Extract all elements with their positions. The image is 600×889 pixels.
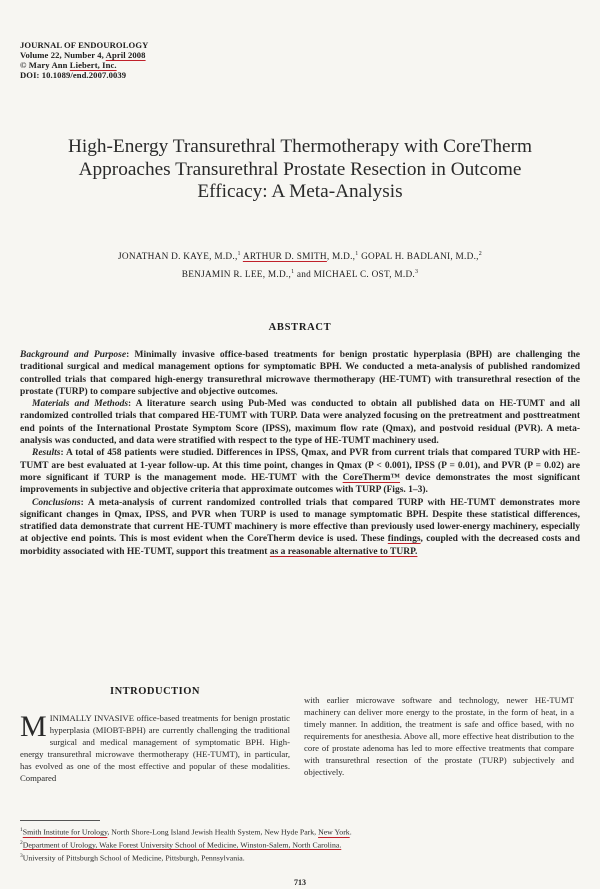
drop-cap: M	[20, 710, 47, 743]
author-line: JONATHAN D. KAYE, M.D.,$^1$ ARTHUR D. SMITH, M.D.,$^1$ GOPAL H. BADLANI, M.D.,$^2$	[117, 251, 482, 263]
journal-name: JOURNAL OF ENDOUROLOGY	[20, 40, 149, 50]
findings-mark: findings	[387, 534, 421, 545]
city-name: New York	[318, 827, 350, 837]
footnote: $^2$Department of Urology, Wake Forest University School of Medicine, Winston-Salem, North Carolina.	[20, 839, 342, 850]
section-label: Conclusions	[32, 497, 81, 508]
intro-right-column: with earlier microwave software and technology, newer HE-TUMT machinery can deliver more energy to the prostate, in the form of heat, in a timely manner. In addition, the treatment is safe and office based, with no requirements for anesthesia. Above all, more effective heat distribution to the core of prostate adenoma has led to more effective treatments that compare with transurethral resection of the prostate (TURP) subjectively and objectively.	[304, 695, 574, 777]
section-label: Materials and Methods	[32, 399, 129, 410]
introduction-heading: INTRODUCTION	[109, 686, 200, 697]
footnote: $^1$Smith Institute for Urology, North Shore-Long Island Jewish Health System, New Hyde Park, New York.	[20, 827, 352, 837]
journal-volume: Volume 22, Number 4, April 2008	[20, 50, 146, 60]
abstract-results: Results: A total of 458 patients were studied. Differences in IPSS, Qmax, and PVR from current trials that compared TURP with HE-TUMT are best evaluated at 1-year follow-up. At this time point, changes in Qmax (P < 0.001), IPSS (P = 0.01), and PVR (P = 0.02) are more significant if TURP is the management mode. HE-TUMT with the CoreTherm™ device demonstrates the most significant improvements in subjective and objective criteria that approximate outcomes with TURP (Figs. 1–3).	[20, 448, 580, 496]
journal-doi: DOI: 10.1089/end.2007.0039	[20, 70, 127, 80]
journal-date: April 2008	[105, 50, 146, 60]
abstract-heading: ABSTRACT	[268, 322, 332, 333]
coretherm-mark: CoreTherm™	[342, 472, 401, 483]
institute-name: Smith Institute for Urology	[22, 827, 108, 837]
article-title	[20, 136, 580, 204]
intro-left-column: MINIMALLY INVASIVE office-based treatments for benign prostatic hyperplasia (MIOBT-BPH) are currently challenging the traditional surgical and medical management of symptomatic BPH. High-energy transurethral microwave thermotherapy (HE-TUMT), in particular, has evolved as one of the most effective and popular of these modalities. Compared	[20, 710, 290, 783]
author-name: MICHAEL C. OST, M.D.	[313, 269, 415, 280]
abstract-background: Background and Purpose: Minimally invasive office-based treatments for benign prostatic hyperplasia (BPH) are challenging the traditional surgical and medical management options for symptomatic BPH. We conducted a meta-analysis of published randomized controlled trials that compared high-energy transurethral microwave thermotherapy (HE-TUMT) with transurethral resection of the prostate (TURP) to compare subjective and objective outcomes.	[20, 350, 580, 397]
title-line: Efficacy: A Meta-Analysis	[197, 181, 403, 202]
footnote: $^3$University of Pittsburgh School of Medicine, Pittsburgh, Pennsylvania.	[20, 852, 245, 863]
section-label: Background and Purpose	[20, 350, 127, 360]
author-line: BENJAMIN R. LEE, M.D.,$^1$ and MICHAEL C. OST, M.D.$^3$	[181, 268, 419, 280]
title-line: Approaches Transurethral Prostate Resection in Outcome	[78, 158, 522, 180]
footnote-divider	[20, 820, 100, 821]
journal-copyright: © Mary Ann Liebert, Inc.	[20, 60, 117, 70]
abstract-conclusions: Conclusions: A meta-analysis of current randomized controlled trials that compared TURP with HE-TUMT demonstrates more significant changes in Qmax, IPSS, and PVR when TURP is used to manage symptomatic BPH. Despite these statistical differences, stratified data demonstrate that current HE-TUMT machinery is more effective than previously used lower-energy machinery, especially at objective end points. This is most evident when the CoreTherm device is used. These findings, coupled with the decreased costs and morbidity associated with HE-TUMT, support this treatment as a reasonable alternative to TURP.	[20, 497, 580, 557]
author-name: ARTHUR D. SMITH	[242, 252, 327, 263]
alternative-mark: as a reasonable alternative to TURP.	[269, 546, 418, 557]
author-name: JONATHAN D. KAYE, M.D.,	[117, 252, 238, 263]
abstract-body	[20, 349, 580, 558]
author-list	[20, 247, 580, 282]
journal-publisher: Liebert, Inc.	[69, 60, 117, 70]
footnotes	[20, 825, 580, 864]
page-number: 713	[294, 878, 306, 887]
abstract-methods: Materials and Methods: A literature search using Pub-Med was conducted to obtain all published data on HE-TUMT and all randomized controlled trials that compared HE-TUMT with TURP. Data were analyzed focusing on the pretreatment and posttreatment end points of the International Prostate Symptom Score (IPSS), maximum flow rate (Qmax), and postvoid residual (PVR). A meta-analysis was conducted, and data were stratified with respect to the type of HE-TUMT machinery used.	[20, 399, 580, 447]
section-label: Results	[32, 448, 61, 459]
author-name: BENJAMIN R. LEE, M.D.,	[181, 269, 292, 280]
title-line: High-Energy Transurethral Thermotherapy with CoreTherm	[67, 136, 533, 157]
journal-header	[20, 40, 148, 80]
author-name: GOPAL H. BADLANI, M.D.,	[358, 252, 479, 263]
